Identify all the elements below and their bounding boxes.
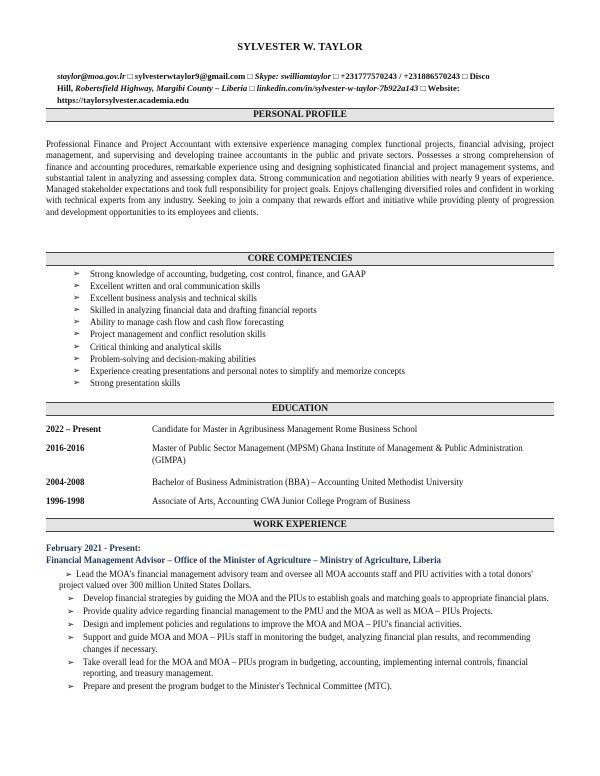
list-item: ➢ Lead the MOA's financial management advisory team and oversee all MOA accounts staff and PIU activities with a total donors' project valued over 300 million United States Dollars. [59,569,533,591]
section-header-profile: PERSONAL PROFILE [46,108,554,122]
address-start: Disco [467,71,490,81]
education-date: 2004-2008 [46,477,85,487]
arrow-bullet-icon: ➢ [67,657,75,667]
education-desc: Associate of Arts, Accounting CWA Junior College Program of Business [152,496,411,506]
list-item: ➢ Ability to manage cash flow and cash flow forecasting [73,317,284,328]
arrow-bullet-icon: ➢ [67,681,75,691]
list-item: ➢ Problem-solving and decision-making abilities [73,353,256,364]
list-item: ➢ Strong presentation skills [73,377,181,388]
competencies-list [73,268,405,389]
list-item: ➢ Develop financial strategies by guiding the MOA and the PIUs to establish goals and matching goals to appropriate financial plans. [67,593,549,604]
arrow-bullet-icon: ➢ [73,305,81,315]
arrow-bullet-icon: ➢ [73,377,81,387]
education-date: 1996-1998 [46,496,85,506]
personal-email[interactable]: sylvesterwtaylor9@gmail.com [132,71,248,81]
arrow-bullet-icon: ➢ [73,317,81,327]
separator-icon: □ [249,83,255,93]
separator-icon: □ [333,71,339,81]
linkedin-link[interactable]: linkedin.com/in/sylvester-w-taylor-7b922a143 [254,83,421,93]
contact-line-2 [57,82,557,94]
list-item: ➢ Design and implement policies and regulations to improve the MOA and MOA – PIU's financial activities. [67,619,462,630]
list-item: ➢ Critical thinking and analytical skills [73,341,222,352]
separator-icon: □ [247,71,253,81]
address-rest: Robertsfield Highway, Margibi County – Liberia [75,83,250,93]
list-item: ➢ Take overall lead for the MOA and MOA – PIUs program in budgeting, accounting, implementing internal controls, financial reporting, and treasury management. [67,656,528,678]
education-desc: Bachelor of Business Administration (BBA) – Accounting United Methodist University [152,477,464,487]
phone-numbers: +231777570243 / +231886570243 [338,71,463,81]
candidate-name: SYLVESTER W. TAYLOR [237,42,363,53]
address-hill: Hill, [57,83,76,93]
arrow-bullet-icon: ➢ [73,293,81,303]
skype-handle: Skype: swilliamtaylor [252,71,334,81]
job-title: Financial Management Advisor – Office of the Minister of Agriculture – Ministry of Agriculture, Liberia [46,555,441,565]
arrow-bullet-icon: ➢ [73,353,81,363]
arrow-bullet-icon: ➢ [67,633,75,643]
arrow-bullet-icon: ➢ [67,594,75,604]
website-link[interactable]: https://taylorsylvester.academia.edu [57,95,189,105]
work-email[interactable]: staylor@moa.gov.lr [57,71,128,81]
list-item: ➢ Skilled in analyzing financial data and drafting financial reports [73,305,317,316]
separator-icon: □ [420,83,426,93]
list-item: ➢ Prepare and present the program budget to the Minister's Technical Committee (MTC). [67,680,392,691]
education-desc: Master of Public Sector Management (MPSM) Ghana Institute of Management & Public Administration (GIMPA) [152,443,523,465]
arrow-bullet-icon: ➢ [73,281,81,291]
arrow-bullet-icon: ➢ [65,570,73,579]
website-label: Website: [425,83,460,93]
arrow-bullet-icon: ➢ [73,269,81,278]
contact-line-1 [57,70,557,82]
job-date: February 2021 - Present: [46,543,141,553]
education-date: 2022 – Present [46,424,102,434]
list-item: ➢ Excellent business analysis and technical skills [73,293,257,304]
contact-block [57,70,557,106]
section-header-education: EDUCATION [46,402,554,416]
arrow-bullet-icon: ➢ [73,329,81,339]
job-duties-list [59,569,559,694]
education-desc: Candidate for Master in Agribusiness Management Rome Business School [152,424,418,434]
arrow-bullet-icon: ➢ [67,620,75,630]
arrow-bullet-icon: ➢ [67,607,75,617]
list-item: ➢ Support and guide MOA and MOA – PIUs staff in monitoring the budget, analyzing financial plan results, and recommending changes if necessary. [67,632,531,654]
profile-summary: Professional Finance and Project Accountant with extensive experience managing complex functional projects, financial advising, project management, and supervising and developing trainee accountants in the public and private sectors. Possesses a strong comprehension of finance and accounting procedures, remarkable experience using and designing sophisticated financial and project management systems, and substantial talent in analyzing and assessing complex data. Strong communication and negotiation abilities with nearly 9 years of experience. Managed stakeholder expectations and took full responsibility for project goals. Enjoys challenging diversified roles and confident in working with technical experts from any industry. Seeking to join a company that rewards effort and initiative while providing plenty of progression and development opportunities to its employees and clients. [46,139,554,217]
section-header-competencies: CORE COMPETENCIES [46,252,554,266]
list-item: ➢ Strong knowledge of accounting, budgeting, cost control, finance, and GAAP [73,269,366,279]
separator-icon: □ [127,71,133,81]
list-item: ➢ Project management and conflict resolution skills [73,329,266,340]
list-item: ➢ Experience creating presentations and personal notes to simplify and memorize concepts [73,365,405,376]
education-date: 2016-2016 [46,443,85,453]
section-header-work: WORK EXPERIENCE [46,518,554,532]
separator-icon: □ [462,71,468,81]
arrow-bullet-icon: ➢ [73,341,81,351]
list-item: ➢ Excellent written and oral communication skills [73,281,261,292]
list-item: ➢ Provide quality advice regarding financial management to the PMU and the MOA as well as MOA – PIUs Projects. [67,606,493,617]
arrow-bullet-icon: ➢ [73,365,81,375]
